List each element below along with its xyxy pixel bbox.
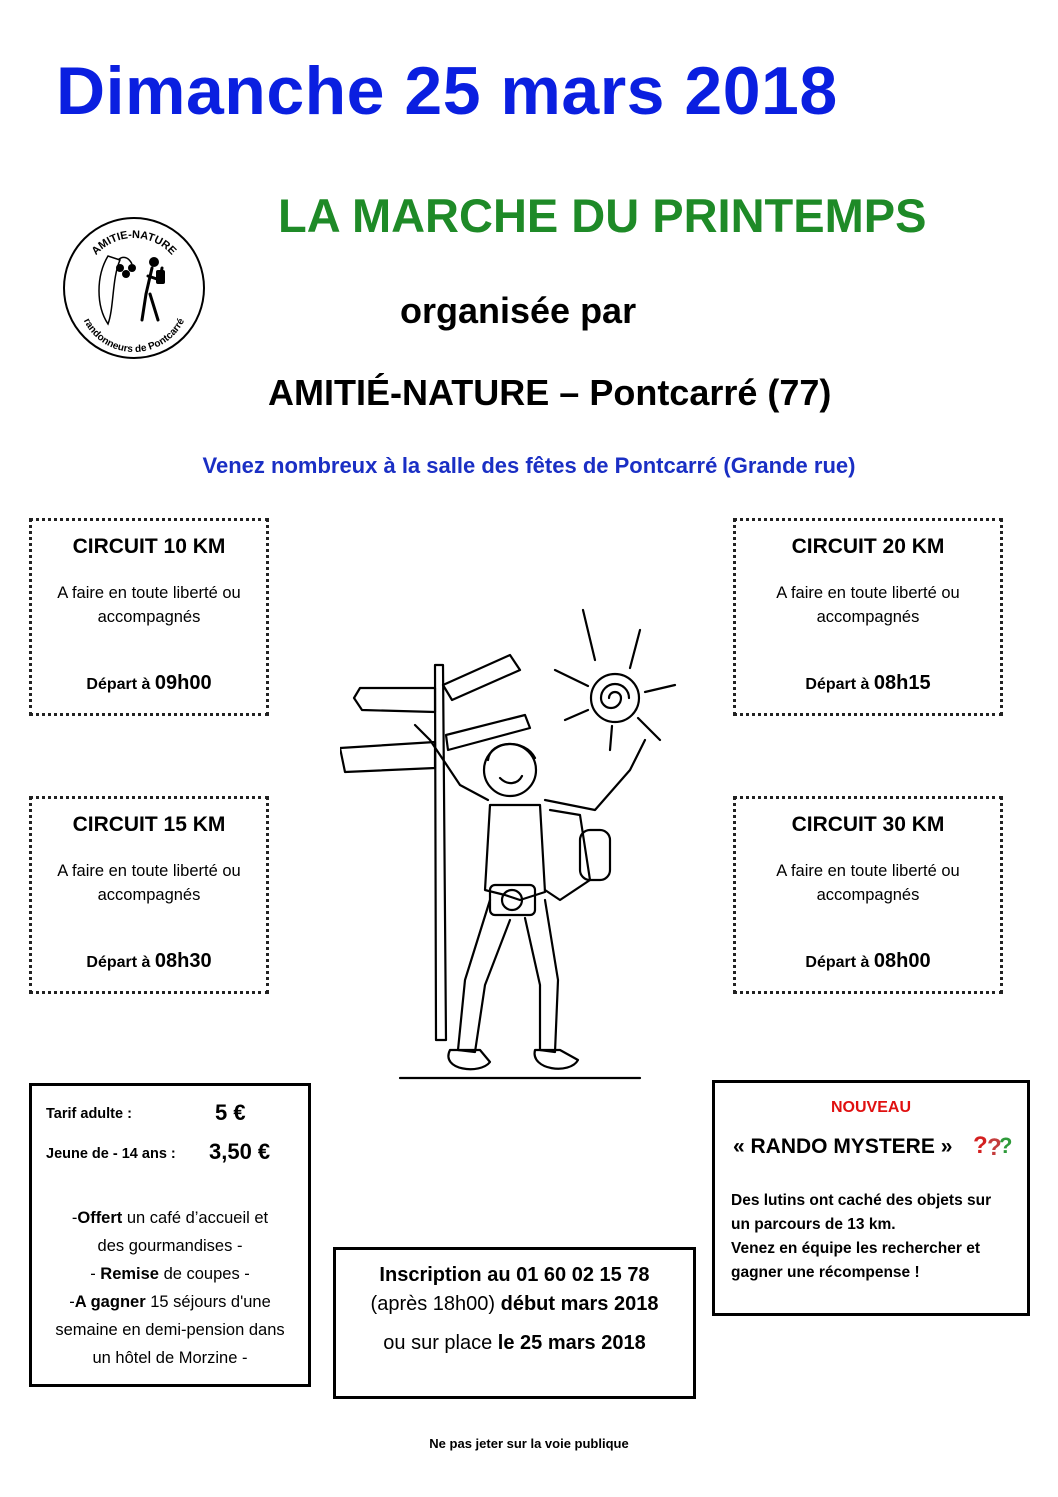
adult-price-label: Tarif adulte : (46, 1106, 132, 1122)
circuit-description: A faire en toute liberté ou accompagnés (57, 862, 241, 904)
circuit-10km-box (29, 518, 269, 716)
circuit-departure: Départ à 08h30 (86, 950, 212, 972)
offer-prize: -A gagner 15 séjours d'une (69, 1293, 271, 1311)
svg-text:randonneurs de Pontcarré (81, 316, 187, 355)
registration-onsite: ou sur place le 25 mars 2018 (383, 1332, 646, 1354)
svg-text:?: ? (987, 1134, 1002, 1159)
hiker-signpost-illustration (340, 600, 680, 1100)
circuit-departure: Départ à 09h00 (86, 672, 212, 694)
svg-text:?: ? (999, 1133, 1013, 1158)
circuit-title: CIRCUIT 20 KM (791, 535, 945, 558)
youth-price-label: Jeune de - 14 ans : (46, 1146, 176, 1162)
logo-top-text: AMITIE-NATURE (89, 228, 179, 258)
organized-by-text: organisée par (400, 290, 637, 331)
registration-period: (après 18h00) début mars 2018 (370, 1293, 659, 1315)
circuit-departure: Départ à 08h00 (805, 950, 931, 972)
question-marks-icon (973, 1129, 1019, 1159)
svg-text:AMITIE-NATURE (90, 229, 179, 258)
svg-text:?: ? (973, 1132, 988, 1159)
event-date-heading: Dimanche 25 mars 2018 (56, 53, 838, 129)
circuit-title: CIRCUIT 15 KM (72, 813, 226, 836)
rando-mystery-description: Des lutins ont caché des objets sur un parcours de 13 km. Venez en équipe les rechercher et gagner une récompense ! (731, 1192, 992, 1281)
footer-note: Ne pas jeter sur la voie publique (429, 1436, 629, 1451)
rando-mystery-box (712, 1080, 1030, 1316)
circuit-20km-box (733, 518, 1003, 716)
youth-price: 3,50 € (209, 1139, 271, 1164)
circuit-description: A faire en toute liberté ou accompagnés (776, 584, 960, 626)
rando-mystery-title: « RANDO MYSTERE » (733, 1135, 953, 1158)
registration-box (333, 1247, 696, 1399)
adult-price: 5 € (215, 1100, 246, 1125)
new-badge: NOUVEAU (830, 1099, 911, 1116)
organizer-name: AMITIÉ-NATURE – Pontcarré (77) (268, 372, 832, 413)
pricing-box (29, 1083, 311, 1387)
event-title: LA MARCHE DU PRINTEMPS (278, 189, 927, 242)
offer-prize-line2: semaine en demi-pension dans (55, 1321, 285, 1339)
offer-welcome-line2: des gourmandises - (97, 1237, 243, 1255)
registration-phone: Inscription au 01 60 02 15 78 (379, 1264, 650, 1286)
logo-bottom-text: randonneurs de Pontcarré (80, 316, 188, 356)
circuit-description: A faire en toute liberté ou accompagnés (57, 584, 241, 626)
circuit-description: A faire en toute liberté ou accompagnés (776, 862, 960, 904)
venue-invitation: Venez nombreux à la salle des fêtes de Pontcarré (Grande rue) (202, 453, 856, 478)
offer-welcome: -Offert un café d’accueil et (71, 1209, 269, 1227)
amitie-nature-logo (62, 216, 206, 360)
offer-prize-line3: un hôtel de Morzine - (92, 1349, 248, 1367)
circuit-title: CIRCUIT 30 KM (791, 813, 945, 836)
circuit-departure: Départ à 08h15 (805, 672, 931, 694)
circuit-15km-box (29, 796, 269, 994)
circuit-30km-box (733, 796, 1003, 994)
offers-list (32, 1204, 308, 1372)
offer-discount: - Remise de coupes - (90, 1265, 250, 1283)
circuit-title: CIRCUIT 10 KM (72, 535, 226, 558)
